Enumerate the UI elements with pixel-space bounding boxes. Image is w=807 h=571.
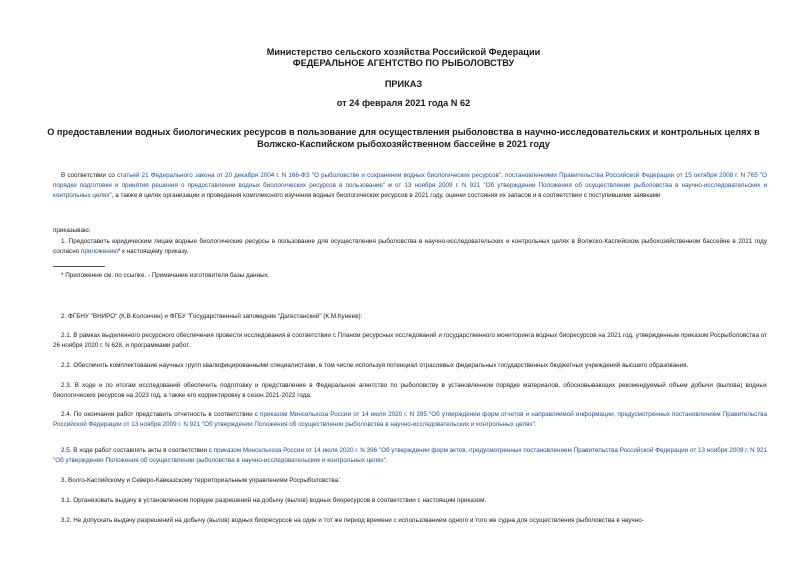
item-3-2: 3.2. Не допускать выдачу разрешений на добычу (вылов) водных биоресурсов на один и тот же период времени с использованием одного и того же судна для осуществления рыболовства в научно- <box>61 517 644 524</box>
item-2-5 <box>53 446 767 466</box>
item-1 <box>53 237 767 257</box>
item-2-4-text: 2.4. По окончании работ представить отчетность в соответствии с <box>61 411 261 418</box>
item-1-text-end: * к настоящему приказу. <box>117 248 189 255</box>
link-federal-law-article-21[interactable]: статьей 21 Федерального закона от 20 декабря 2004 г. N 166-ФЗ "О рыболовстве и сохранении водных биологических ресурсов" <box>117 172 502 179</box>
preamble-text: , <box>501 172 505 179</box>
preamble-text: и <box>385 182 395 189</box>
item-3-1: 3.1. Организовать выдачу в установленном порядке разрешений на добычу (вылов) водных биоресурсов в соответствии с настоящим приказом. <box>61 497 487 504</box>
item-2: 2. ФГБНУ "ВНИРО" (К.В.Колончин) и ФГБУ "Государственный заповедник "Дагестанский" (К.М.Кунеев): <box>61 313 363 320</box>
footnote: * Приложение см. по ссылке. - Примечание изготовителя базы данных. <box>61 272 270 279</box>
document-type: ПРИКАЗ <box>384 79 423 89</box>
item-2-2: 2.2. Обеспечить комплектование научных групп квалифицированными специалистами, в том числе используя потенциал отраслевых федеральных государственных бюджетных учреждений высшего образования. <box>61 362 689 369</box>
order-word: приказываю: <box>53 227 91 234</box>
link-appendix[interactable]: приложению <box>80 248 118 255</box>
item-2-3: 2.3. В ходе и по итогам исследований обеспечить подготовку и представление в Федеральное агентство по рыболовству в установленном порядке материалов, обосновывающих рекомендуемый объем добычи (вылова) водных биологических ресурсов на 2023 год, а также его корректировку в сезон 2021-2022 года. <box>53 382 767 399</box>
link-order-396[interactable]: приказом Минсельхоза России от 14 июля 2020 г. N 396 "Об утверждении форм актов, предусмотренных постановлением Правительства Российской Федерации от 13 ноября 2009 г. N 921 "Об утверждении Положения об осуществлении рыболовства в научно-исследовательских и контрольных целях" <box>53 447 767 464</box>
ministry-name: Министерство сельского хозяйства Российской Федерации <box>266 47 541 57</box>
item-2-5-text-end: . <box>385 457 388 464</box>
preamble-text: , а также в целях организации и проведения комплексного изучения водных биологических ресурсов в 2021 году, оценки состояния их запасов и в соответствии с поступившими заявками <box>111 192 661 199</box>
document-date-number: от 24 февраля 2021 года N 62 <box>336 98 471 108</box>
item-2-1: 2.1. В рамках выделенного ресурсного обеспечения провести исследования в соответствии с Планом ресурсных исследований и государственного мониторинга водных биоресурсов на 2021 год, утвержденным приказом Росрыболовства от 26 ноября 2020 г. N 628, и программами работ. <box>53 332 767 349</box>
item-2-4-text-end: . <box>534 421 537 428</box>
footnote-divider <box>53 266 105 267</box>
preamble-text: В соответствии со <box>61 172 118 179</box>
item-2-5-text: 2.5. В ходе работ составлять акты в соответствии с <box>61 447 214 454</box>
item-2-4 <box>53 410 767 430</box>
agency-name: ФЕДЕРАЛЬНОЕ АГЕНТСТВО ПО РЫБОЛОВСТВУ <box>292 58 515 68</box>
link-order-395[interactable]: приказом Минсельхоза России от 14 июля 2020 г. N 395 "Об утверждении форм отчетов и направляемой информации, предусмотренных постановлением Правительства Российской Федерации от 13 ноября 2009 г. N 921 "Об утверждении Положения об осуществлении рыболовства в научно-исследовательских и контрольных целях" <box>53 411 767 428</box>
document-title: О предоставлении водных биологических ресурсов в пользование для осуществления рыболовства в научно-исследовательских и контрольных целях в Волжско-Каспийском рыбохозяйственном бассейне в 2021 году <box>47 127 760 149</box>
link-government-decree-765[interactable]: постановлениями Правительства Российской Федерации от 15 октября 2008 г. N 765 "О порядке подготовки и принятия решения о предоставлении водных биологических ресурсов в пользование" <box>53 172 767 189</box>
preamble-paragraph <box>53 171 767 201</box>
link-government-decree-921[interactable]: от 13 ноября 2009 г. N 921 "Об утверждении Положения об осуществлении рыболовства в научно-исследовательских и контрольных целях" <box>53 182 767 199</box>
item-3: 3. Волго-Каспийскому и Северо-Кавказскому территориальным управлениям Росрыболовства: <box>61 477 340 484</box>
item-1-text: 1. Предоставить юридическим лицам водные биологические ресурсы в пользование для осуществления рыболовства в научно-исследовательских и контрольных целях в Волжско-Каспийском рыбохозяйственном бассейне в 2021 году согласно <box>53 238 767 255</box>
